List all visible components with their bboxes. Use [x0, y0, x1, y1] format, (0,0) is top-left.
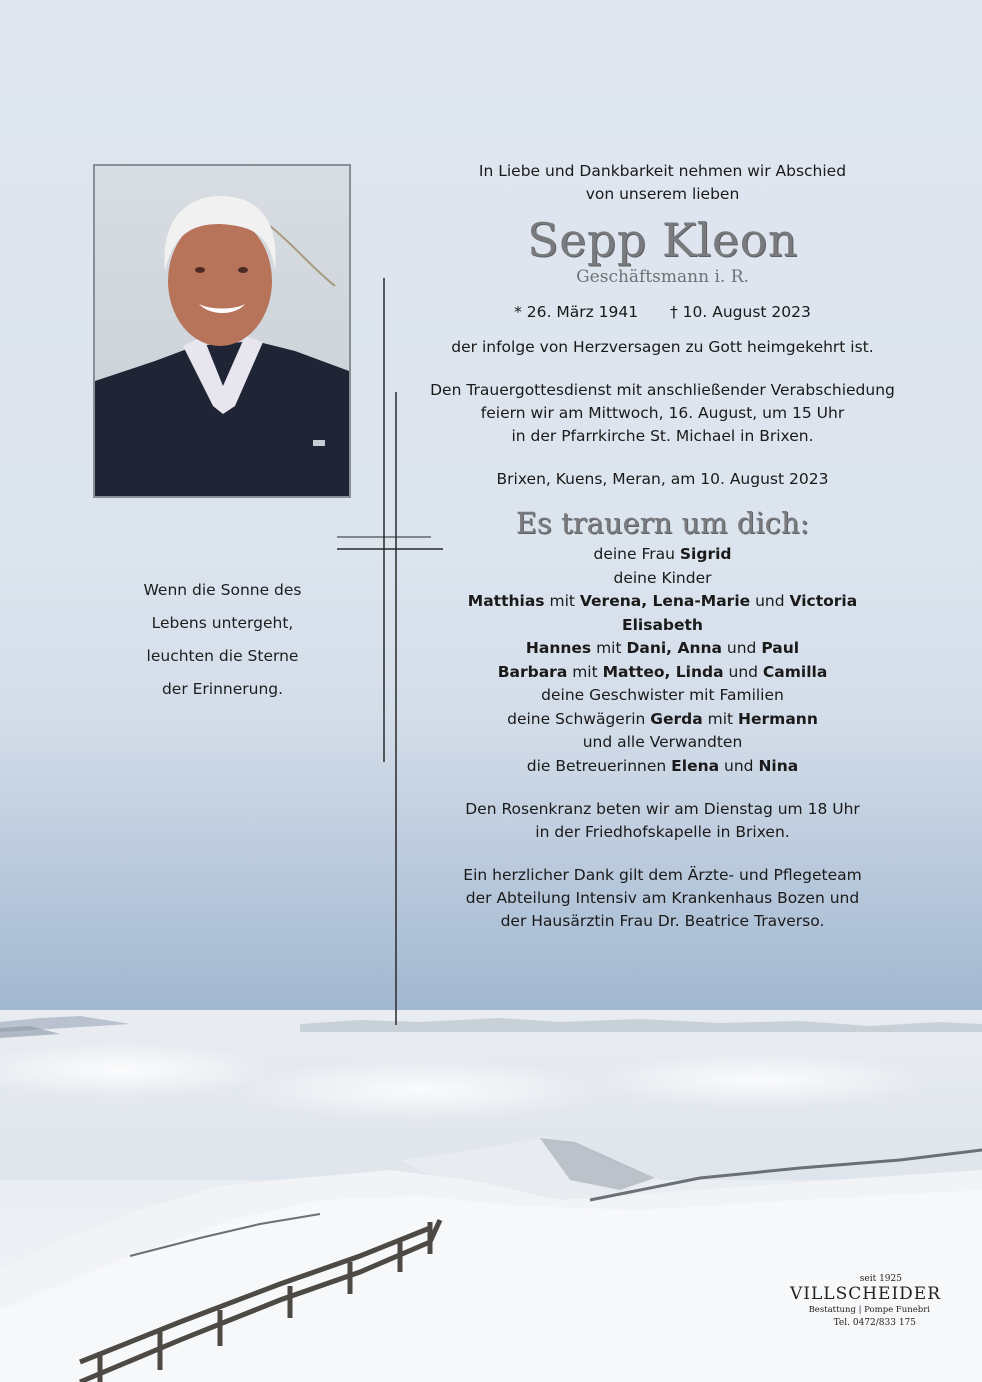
mourner-row: die Betreuerinnen Elena und Nina — [526, 756, 799, 775]
mourner-row: und alle Verwandten — [582, 733, 743, 751]
mourner-row: Elisabeth — [622, 615, 703, 634]
passing-text: der infolge von Herzversagen zu Gott heimgekehrt ist. — [451, 338, 874, 356]
rosary-line: in der Friedhofskapelle in Brixen. — [535, 823, 790, 841]
logo-since: seit 1925 — [859, 1274, 902, 1284]
funeral-home-logo — [790, 1274, 940, 1330]
portrait-frame — [93, 164, 351, 498]
death-date: † 10. August 2023 — [670, 303, 811, 321]
obituary-text — [420, 160, 905, 933]
thanks-line: der Hausärztin Frau Dr. Beatrice Traverso. — [500, 912, 825, 930]
thanks-line: Ein herzlicher Dank gilt dem Ärzte- und Pflegeteam — [463, 866, 862, 884]
quote-line: der Erinnerung. — [161, 680, 284, 698]
mourner-row: deine Frau Sigrid — [593, 545, 732, 563]
deceased-name: Sepp Kleon — [527, 213, 798, 267]
logo-brand: VILLSCHEIDER — [790, 1284, 942, 1304]
service-line: Den Trauergottesdienst mit anschließender Verabschiedung — [430, 381, 895, 399]
place-date: Brixen, Kuens, Meran, am 10. August 2023 — [496, 470, 829, 488]
service-line: feiern wir am Mittwoch, 16. August, um 15 Uhr — [480, 404, 845, 422]
quote-line: Wenn die Sonne des — [143, 581, 302, 599]
mourners-heading: Es trauern um dich: — [515, 506, 810, 540]
life-dates — [420, 301, 905, 324]
intro-line: von unserem lieben — [585, 185, 740, 203]
logo-phone: Tel. 0472/833 175 — [833, 1318, 916, 1328]
quote-line: Lebens untergeht, — [151, 614, 294, 632]
mourner-row: deine Geschwister mit Familien — [541, 686, 784, 704]
thanks-line: der Abteilung Intensiv am Krankenhaus Bozen und — [465, 889, 860, 907]
quote-line: leuchten die Sterne — [146, 647, 299, 665]
memorial-quote — [110, 574, 335, 706]
mourner-row: deine Schwägerin Gerda mit Hermann — [507, 709, 818, 728]
mourner-row: Barbara mit Matteo, Linda und Camilla — [497, 662, 828, 681]
portrait-photo — [95, 166, 349, 496]
rosary-line: Den Rosenkranz beten wir am Dienstag um 18 Uhr — [465, 800, 860, 818]
mourner-row: Matthias mit Verena, Lena-Marie und Victoria — [467, 592, 858, 610]
logo-subtitle: Bestattung | Pompe Funebri — [808, 1305, 930, 1315]
mourner-row: deine Kinder — [613, 568, 712, 587]
mourner-row: Hannes mit Dani, Anna und Paul — [525, 639, 800, 657]
deceased-title: Geschäftsmann i. R. — [576, 267, 749, 287]
birth-date: * 26. März 1941 — [514, 303, 639, 321]
intro-line: In Liebe und Dankbarkeit nehmen wir Abschied — [478, 162, 847, 180]
service-line: in der Pfarrkirche St. Michael in Brixen. — [511, 427, 814, 445]
